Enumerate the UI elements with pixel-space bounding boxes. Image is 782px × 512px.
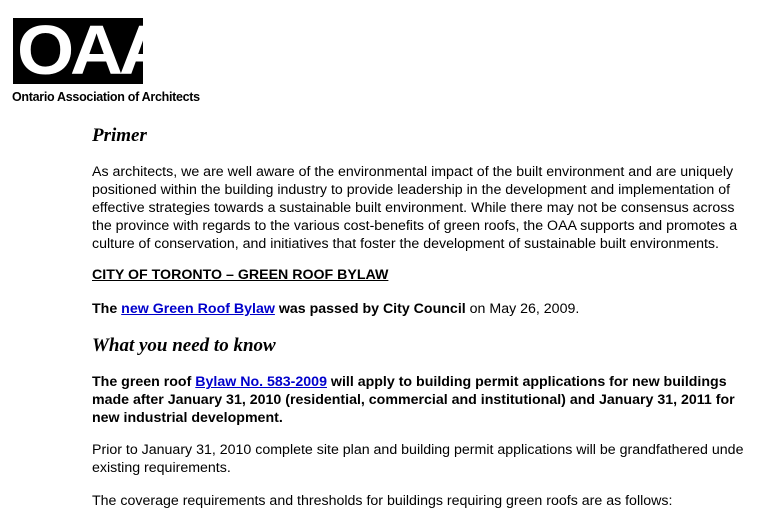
- bylaw-section-heading: CITY OF TORONTO – GREEN ROOF BYLAW: [92, 267, 389, 283]
- passed-prefix: The: [92, 301, 122, 317]
- primer-line: As architects, we are well aware of the environmental impact of the built environment and are uniquely: [92, 164, 734, 180]
- org-name: Ontario Association of Architects: [12, 90, 200, 104]
- primer-paragraph: [92, 163, 782, 253]
- grandfather-line: Prior to January 31, 2010 complete site plan and building permit applications will be grandfathered unde: [92, 442, 744, 458]
- bylaw-applies-paragraph: [92, 373, 782, 427]
- bylaw-applies-line: [92, 373, 782, 391]
- bylaw-applies-suffix: will apply to building permit applications for new buildings: [326, 374, 727, 390]
- coverage-paragraph: The coverage requirements and thresholds for buildings requiring green roofs are as follows:: [92, 493, 673, 509]
- grandfather-line: existing requirements.: [92, 460, 231, 476]
- grandfather-paragraph: [92, 441, 782, 477]
- bylaw-passed-line: [92, 300, 782, 318]
- passed-suffix: on May 26, 2009.: [465, 301, 580, 317]
- bylaw-applies-line: new industrial development.: [92, 410, 283, 426]
- need-to-know-heading: What you need to know: [92, 335, 276, 356]
- logo-letters: OAA: [17, 11, 168, 89]
- primer-line: effective strategies towards a sustainable built environment. While there may not be consensus across: [92, 200, 735, 216]
- oaa-logo: [13, 11, 168, 89]
- primer-line: the province with regards to the various cost-benefits of green roofs, the OAA supports and promotes a: [92, 218, 738, 234]
- primer-line: positioned within the building industry to provide leadership in the development and implementation of: [92, 182, 731, 198]
- bylaw-583-2009-link[interactable]: Bylaw No. 583-2009: [195, 374, 327, 390]
- bylaw-applies-line: made after January 31, 2010 (residential, commercial and institutional) and January 31, 2011 for: [92, 392, 735, 408]
- primer-heading: Primer: [92, 125, 147, 146]
- passed-middle: was passed by City Council: [274, 301, 466, 317]
- primer-line: culture of conservation, and initiatives that foster the development of sustainable built environments.: [92, 236, 719, 252]
- new-green-roof-bylaw-link[interactable]: new Green Roof Bylaw: [121, 301, 275, 317]
- bylaw-applies-prefix: The green roof: [92, 374, 196, 390]
